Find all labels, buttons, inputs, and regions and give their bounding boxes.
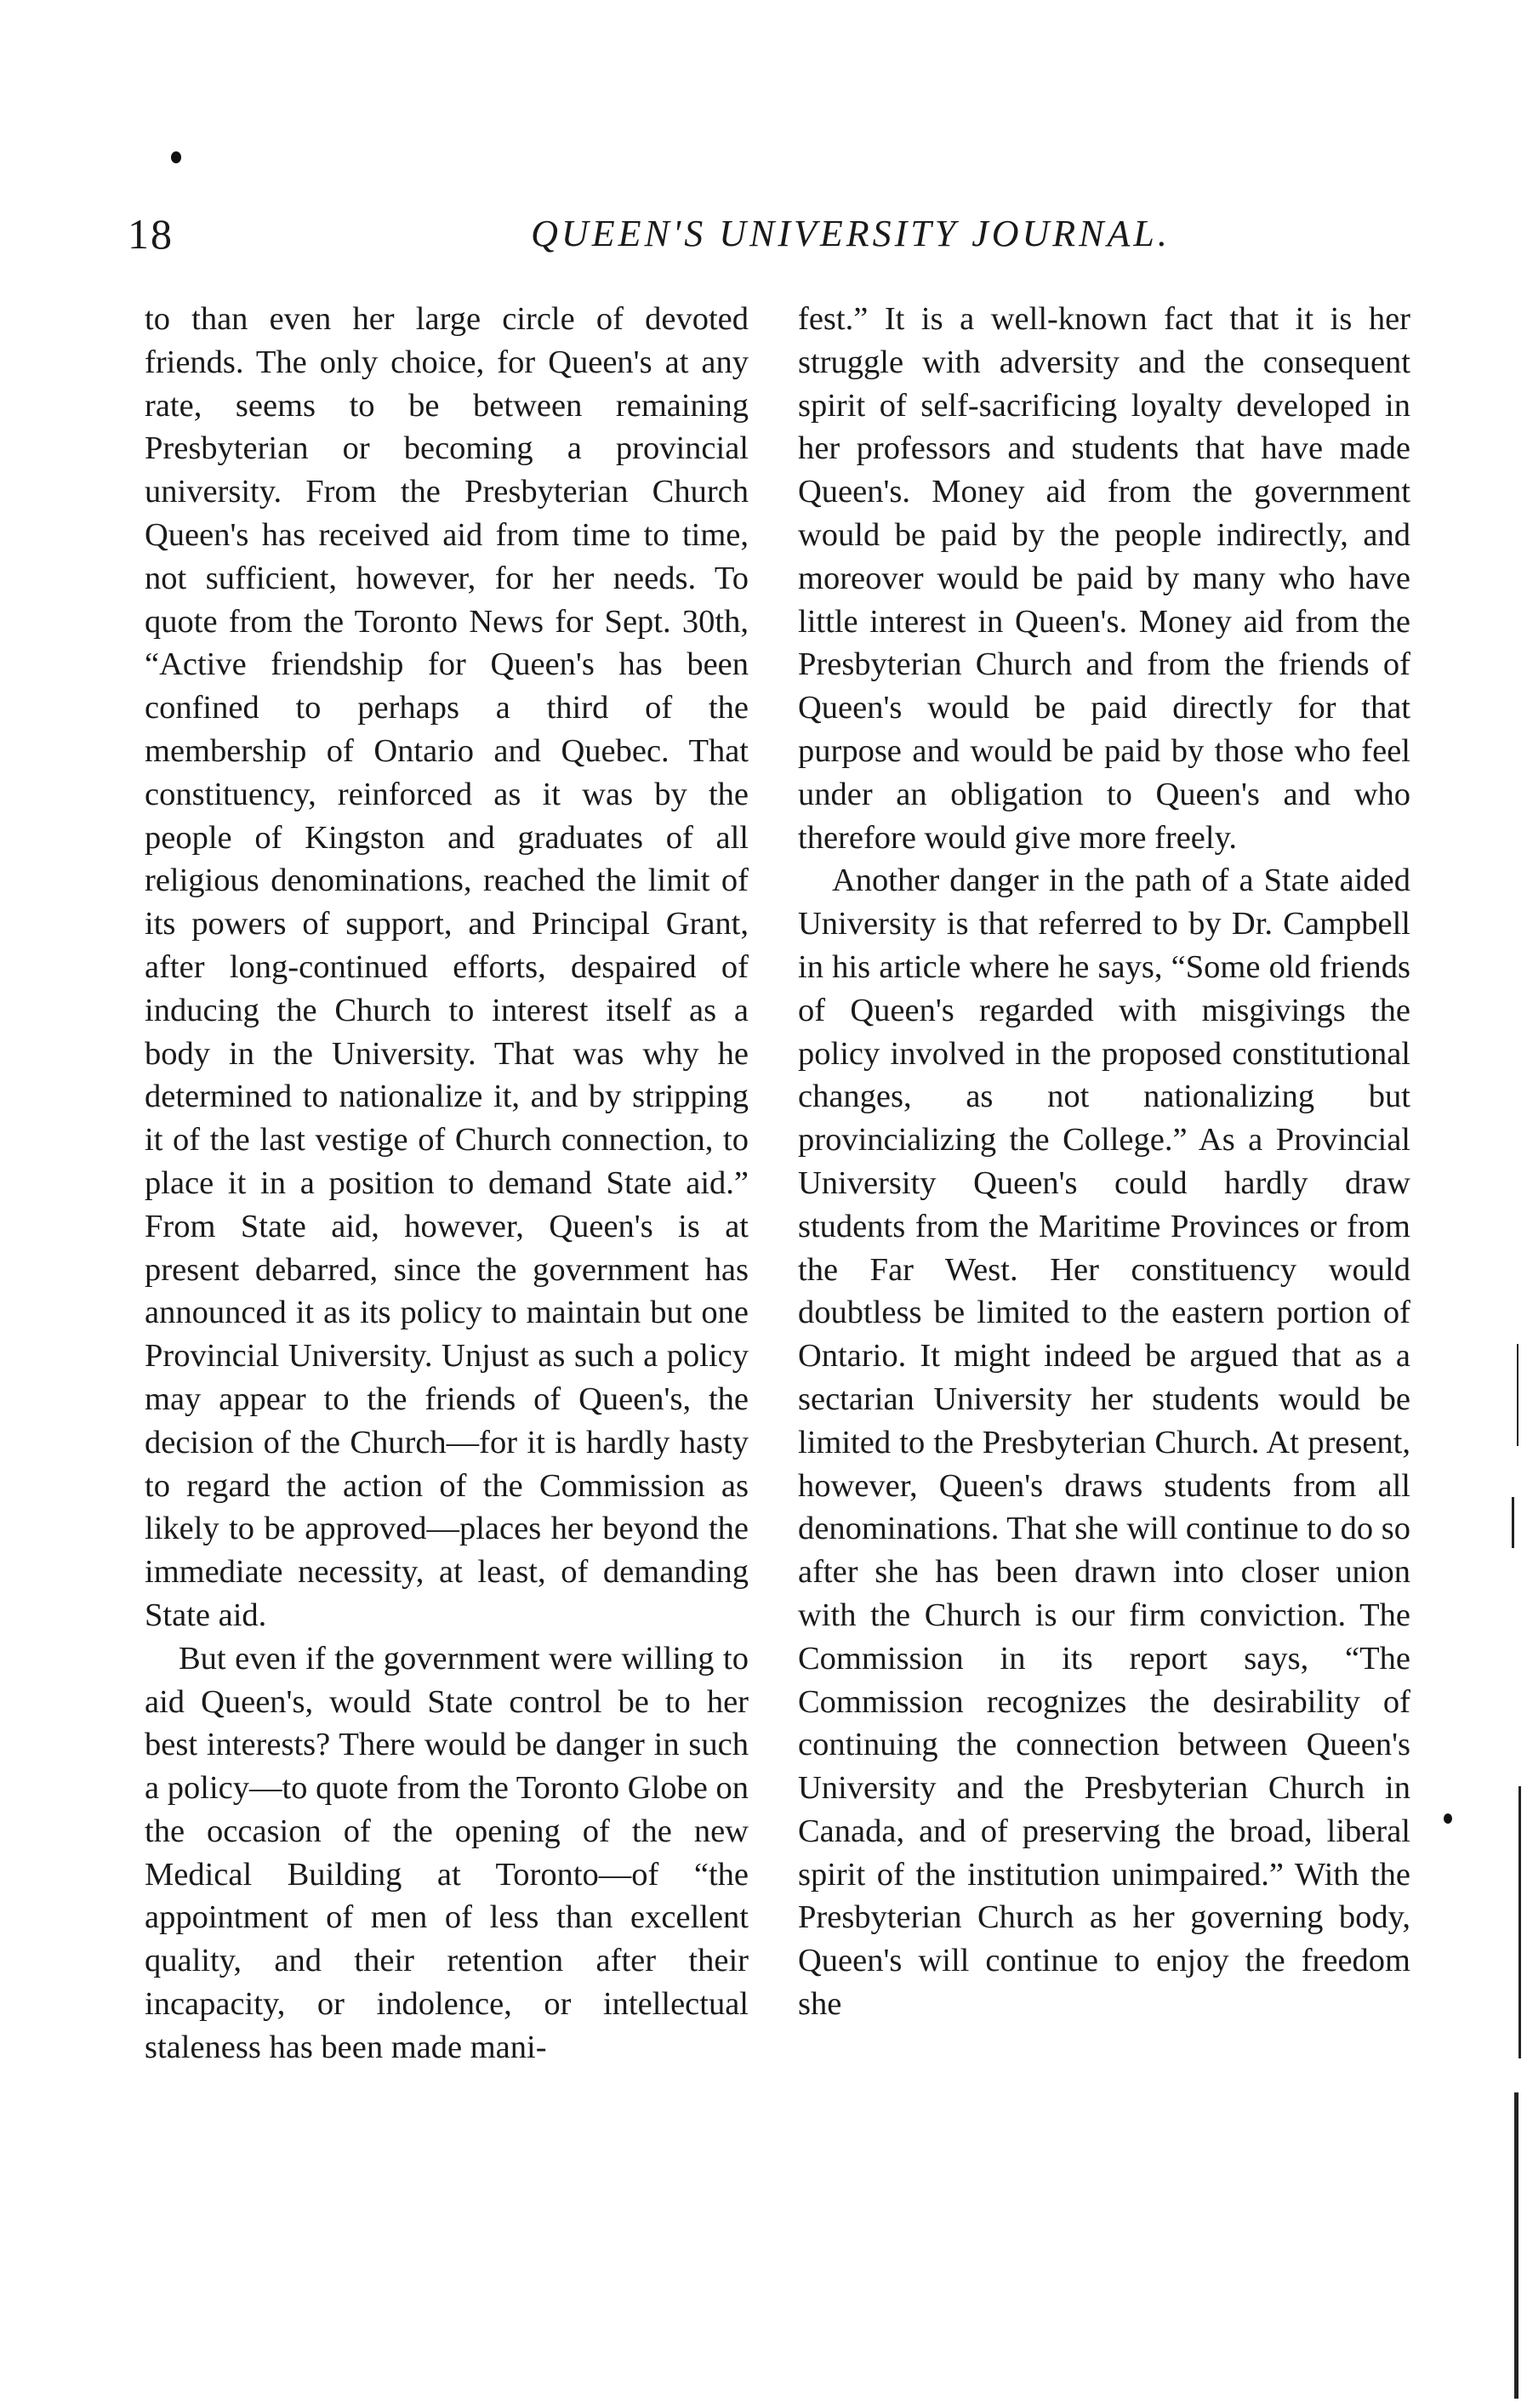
ink-dot-mark (1444, 1813, 1452, 1824)
scan-edge-artifact (1467, 1021, 1527, 2408)
page-number: 18 (128, 210, 174, 258)
paragraph: But even if the government were willing to aid Queen's, would State control be to her best interests? There would be danger in such a policy—to quote from the Toronto Globe on the occasion of the opening of the new Medical Building at Toronto—of “the appointment of men of less than excellent quality, and their retention after their incapacity, or indolence, or intellectual staleness has been made mani- (145, 1640, 749, 2065)
ink-dot-mark (171, 151, 181, 163)
paragraph: Another danger in the path of a State aided University is that referred to by Dr. Campbell in his article where he says, “Some old friends of Queen's regarded with misgivings the policy involved in the proposed constitutional changes, as not nationalizing but provincializing the College.” As a Provincial University Queen's could hardly draw students from the Maritime Provinces or from the Far West. Her constituency would doubtless be limited to the eastern portion of Ontario. It might indeed be argued that as a sectarian University her students would be limited to the Presbyterian Church. At present, however, Queen's draws students from all denominations. That she will continue to do so after she has been drawn into closer union with the Church is our firm conviction. The Commission in its report says, “The Commission recognizes the desirability of continuing the connection between Queen's University and the Presbyterian Church in Canada, and of preserving the broad, liberal spirit of the institution unimpaired.” With the Presbyterian Church as her governing body, Queen's will continue to enjoy the freedom she (798, 862, 1411, 2023)
paragraph: fest.” It is a well-known fact that it is her struggle with adversity and the consequent spirit of self-sacrificing loyalty developed in her professors and students that have made Queen's. Money aid from the government would be paid by the people indirectly, and moreover would be paid by many who have little interest in Queen's. Money aid from the Presbyterian Church and from the friends of Queen's would be paid directly for that purpose and would be paid by those who feel under an obligation to Queen's and who therefore would give more freely. (798, 301, 1410, 856)
paragraph: to than even her large circle of devoted friends. The only choice, for Queen's at any rate, seems to be between remaining Presbyterian or becoming a provincial university. From the Presbyterian Church Queen's has received aid from time to time, not sufficient, however, for her needs. To quote from the Toronto News for Sept. 30th, “Active friendship for Queen's has been confined to perhaps a third of the membership of Ontario and Quebec. That constituency, reinforced as it was by the people of Kingston and graduates of all religious denominations, reached the limit of its powers of support, and Principal Grant, after long-continued efforts, despaired of inducing the Church to interest itself as a body in the University. That was why he determined to nationalize it, and by stripping it of the last vestige of Church connection, to place it in a position to demand State aid.” From State aid, however, Queen's is at present debarred, since the government has announced it as its policy to maintain but one Provincial University. Unjust as such a policy may appear to the friends of Queen's, the decision of the Church—for it is hardly hasty to regard the action of the Commission as likely to be approved—places her beyond the immediate necessity, at least, of demanding State aid. (145, 301, 749, 1633)
left-column (145, 298, 749, 2069)
running-title: QUEEN'S UNIVERSITY JOURNAL. (531, 213, 1171, 254)
right-column (798, 298, 1410, 2026)
page-header (128, 204, 1421, 272)
